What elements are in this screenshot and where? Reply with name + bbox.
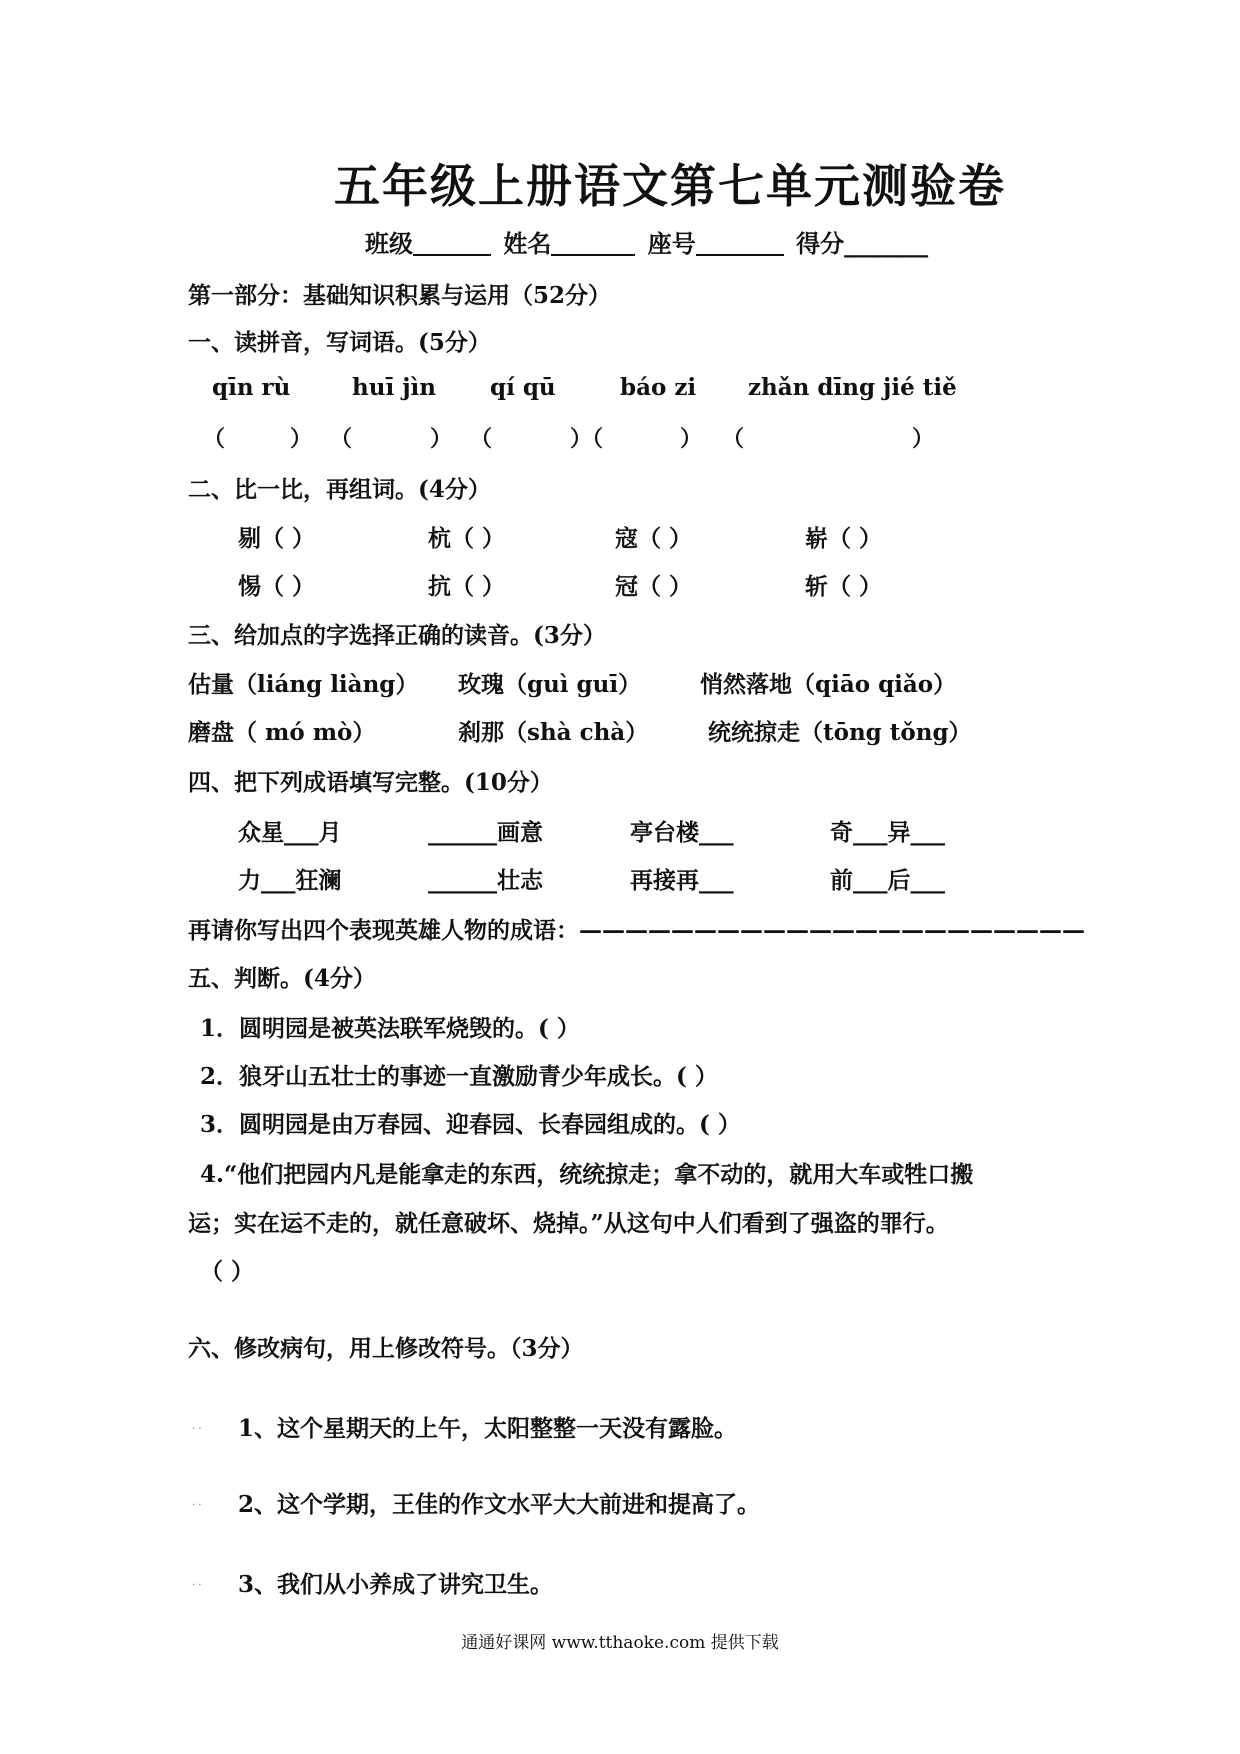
seat-blank[interactable] bbox=[696, 230, 784, 256]
q2-item: 斩（ ） bbox=[805, 573, 883, 600]
name-blank[interactable] bbox=[551, 230, 635, 256]
q6-heading: 六、修改病句，用上修改符号。（3分） bbox=[188, 1335, 584, 1362]
q6-item: 3、我们从小养成了讲究卫生。 bbox=[238, 1571, 554, 1598]
q5-item: 2．狼牙山五壮士的事迹一直激励青少年成长。( ） bbox=[200, 1063, 718, 1090]
q3-item: 统统掠走（tōng tǒng） bbox=[708, 719, 972, 746]
q1-paren: （ bbox=[330, 426, 353, 452]
q5-item: 4.“他们把园内凡是能拿走的东西，统统掠走；拿不动的，就用大车或牲口搬 bbox=[200, 1161, 974, 1188]
q5-item: 1．圆明园是被英法联军烧毁的。( ） bbox=[200, 1015, 580, 1042]
q4-extra-prompt: 再请你写出四个表现英雄人物的成语：—————————————————————— bbox=[188, 917, 1085, 944]
score-label: 得分 bbox=[796, 229, 845, 258]
scan-speck: · · bbox=[192, 1580, 202, 1591]
idiom-item: ______壮志 bbox=[428, 867, 543, 894]
q1-paren: ） bbox=[912, 426, 935, 452]
q1-paren: ）（ bbox=[570, 426, 604, 452]
scan-speck: · · bbox=[192, 1500, 202, 1511]
q1-pinyin-2: huī jìn bbox=[352, 374, 436, 401]
q3-item: 悄然落地（qiāo qiǎo） bbox=[700, 671, 957, 698]
q3-item: 磨盘（ mó mò） bbox=[188, 719, 376, 746]
q3-item: 刹那（shà chà） bbox=[458, 719, 649, 746]
q6-item: 2、这个学期，王佳的作文水平大大前进和提高了。 bbox=[238, 1491, 761, 1518]
q2-item: 抗（ ） bbox=[428, 573, 506, 600]
student-info-line bbox=[365, 224, 928, 259]
footer-credit: 通通好课网 www.tthaoke.com 提供下载 bbox=[461, 1633, 779, 1653]
q2-item: 寇（ ） bbox=[615, 525, 693, 552]
q3-item: 估量（liáng liàng） bbox=[188, 671, 419, 698]
q1-pinyin-5: zhǎn dīng jié tiě bbox=[748, 374, 957, 401]
idiom-item: 前___后___ bbox=[830, 867, 945, 894]
q3-item: 玫瑰（guì guī） bbox=[458, 671, 642, 698]
q1-pinyin-3: qí qū bbox=[490, 374, 556, 401]
q2-item: 惕（ ） bbox=[238, 573, 316, 600]
idiom-item: 亭台楼___ bbox=[630, 819, 734, 846]
q2-heading: 二、比一比，再组词。(4分） bbox=[188, 476, 491, 503]
q2-item: 冠（ ） bbox=[615, 573, 693, 600]
idiom-item: ______画意 bbox=[428, 819, 543, 846]
q3-heading: 三、给加点的字选择正确的读音。(3分） bbox=[188, 622, 606, 649]
idiom-item: 奇___异___ bbox=[830, 819, 945, 846]
q1-paren: （ bbox=[722, 426, 745, 452]
q1-paren: ） bbox=[430, 426, 453, 452]
q1-paren: ） bbox=[290, 426, 313, 452]
idiom-item: 力___狂澜 bbox=[238, 867, 342, 894]
seat-label: 座号 bbox=[647, 229, 696, 258]
q1-paren: （ bbox=[203, 426, 226, 452]
q6-item: 1、这个星期天的上午，太阳整整一天没有露脸。 bbox=[238, 1415, 738, 1442]
q5-item: 3．圆明园是由万春园、迎春园、长春园组成的。( ） bbox=[200, 1111, 741, 1138]
class-label: 班级 bbox=[365, 229, 413, 258]
idiom-item: 再接再___ bbox=[630, 867, 734, 894]
q1-heading: 一、读拼音，写词语。(5分） bbox=[188, 329, 491, 356]
q5-item-cont: 运；实在运不走的，就任意破坏、烧掉。”从这句中人们看到了强盗的罪行。 bbox=[188, 1210, 949, 1237]
idiom-item: 众星___月 bbox=[238, 819, 342, 846]
q2-item: 剔（ ） bbox=[238, 525, 316, 552]
q5-answer-paren: （ ） bbox=[200, 1258, 255, 1285]
q1-pinyin-1: qīn rù bbox=[212, 374, 291, 401]
q5-heading: 五、判断。(4分） bbox=[188, 965, 376, 992]
name-label: 姓名 bbox=[503, 229, 552, 258]
q1-paren: ） bbox=[680, 426, 703, 452]
score-blank[interactable]: _______ bbox=[844, 229, 929, 258]
q2-item: 崭（ ） bbox=[805, 525, 883, 552]
class-blank[interactable] bbox=[413, 230, 491, 256]
q2-item: 杭（ ） bbox=[428, 525, 506, 552]
q1-paren: （ bbox=[470, 426, 493, 452]
scan-speck: · · bbox=[192, 1424, 202, 1435]
q1-pinyin-4: báo zi bbox=[620, 374, 697, 401]
part1-heading: 第一部分：基础知识积累与运用（52分） bbox=[188, 282, 612, 309]
q4-heading: 四、把下列成语填写完整。(10分） bbox=[188, 769, 553, 796]
page-title: 五年级上册语文第七单元测验卷 bbox=[334, 159, 1006, 213]
